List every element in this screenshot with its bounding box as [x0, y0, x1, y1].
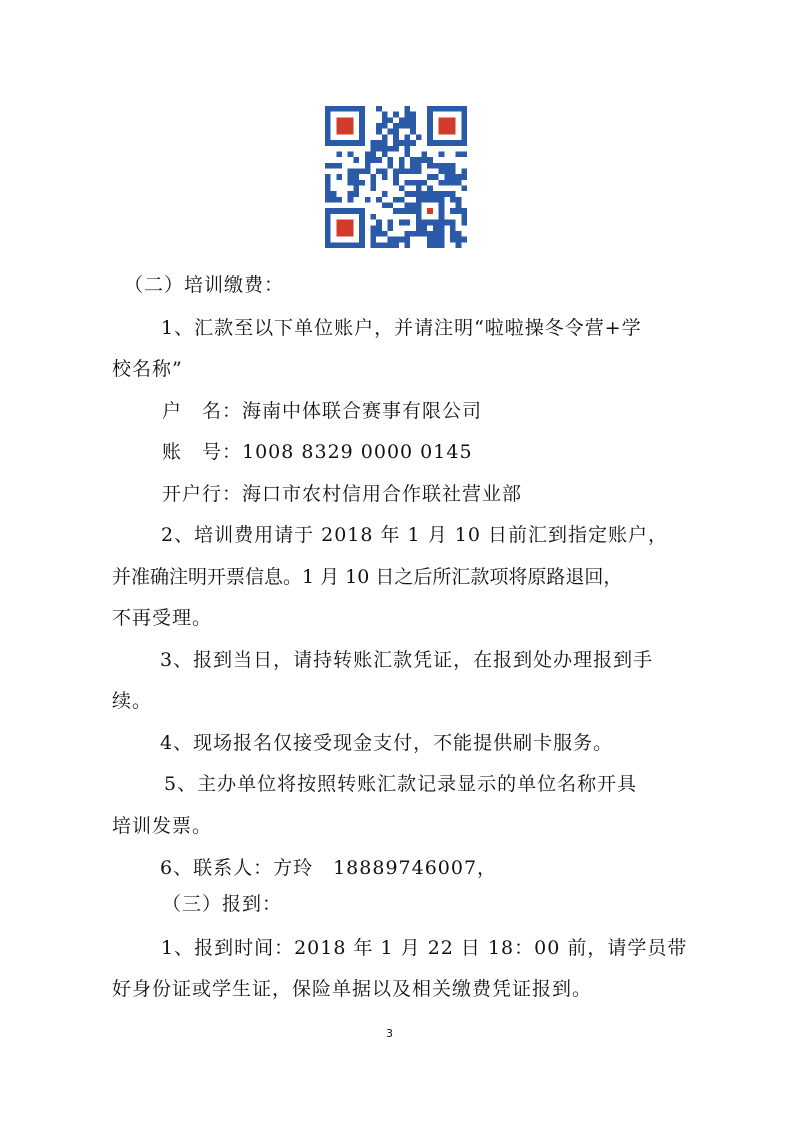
- qr-code-icon: [324, 106, 468, 248]
- item-2-line-1: 2、培训费用请于 2018 年 1 月 10 日前汇到指定账户，: [161, 524, 668, 546]
- qr-module: [405, 117, 411, 123]
- qr-module: [353, 157, 359, 163]
- qr-alignment: [416, 197, 444, 225]
- qr-module: [387, 129, 393, 135]
- qr-module: [399, 186, 405, 192]
- qr-module: [376, 168, 382, 174]
- qr-module: [422, 180, 428, 186]
- qr-module: [439, 168, 445, 174]
- item-3-line-1: 3、报到当日，请持转账汇款凭证，在报到处办理报到手: [160, 649, 654, 671]
- qr-module: [410, 163, 416, 169]
- qr-module: [382, 174, 388, 180]
- qr-module: [450, 174, 456, 180]
- qr-module: [336, 163, 342, 169]
- qr-module: [376, 242, 382, 248]
- qr-module: [365, 157, 371, 163]
- item-4: 4、现场报名仅接受现金支付，不能提供刷卡服务。: [160, 732, 614, 754]
- qr-module: [336, 174, 342, 180]
- qr-module: [416, 225, 422, 231]
- qr-module: [461, 186, 467, 192]
- qr-module: [376, 157, 382, 163]
- qr-module: [399, 163, 405, 169]
- qr-module: [405, 151, 411, 157]
- qr-module: [433, 242, 439, 248]
- item-5-line-1: 5、主办单位将按照转账汇款记录显示的单位名称开具: [164, 773, 638, 795]
- qr-module: [387, 225, 393, 231]
- qr-module: [382, 134, 388, 140]
- qr-module: [370, 174, 376, 180]
- qr-finder-top-right: [427, 106, 467, 146]
- qr-module: [456, 180, 462, 186]
- qr-module: [353, 180, 359, 186]
- qr-module: [439, 231, 445, 237]
- qr-module: [370, 237, 376, 243]
- qr-module: [405, 237, 411, 243]
- qr-module: [410, 203, 416, 209]
- qr-module: [450, 237, 456, 243]
- qr-module: [376, 146, 382, 152]
- qr-module: [382, 117, 388, 123]
- section-3-item-1-line-2: 好身份证或学生证，保险单据以及相关缴费凭证报到。: [112, 978, 593, 1000]
- qr-module: [456, 231, 462, 237]
- qr-module: [382, 112, 388, 118]
- qr-module: [399, 208, 405, 214]
- qr-module: [450, 168, 456, 174]
- qr-module: [382, 242, 388, 248]
- qr-module: [461, 168, 467, 174]
- qr-module: [370, 157, 376, 163]
- qr-module: [387, 203, 393, 209]
- qr-module: [336, 197, 342, 203]
- qr-module: [376, 197, 382, 203]
- qr-module: [444, 168, 450, 174]
- qr-module: [450, 225, 456, 231]
- qr-module: [427, 186, 433, 192]
- qr-module: [439, 191, 445, 197]
- item-2-line-3: 不再受理。: [112, 607, 213, 629]
- qr-module: [393, 129, 399, 135]
- qr-module: [422, 151, 428, 157]
- qr-module: [410, 191, 416, 197]
- qr-module: [382, 140, 388, 146]
- qr-module: [405, 220, 411, 226]
- qr-module: [370, 140, 376, 146]
- qr-module: [387, 242, 393, 248]
- qr-module: [382, 151, 388, 157]
- item-5-line-2: 培训发票。: [112, 815, 213, 837]
- qr-module: [410, 117, 416, 123]
- qr-module: [331, 163, 337, 169]
- qr-module: [405, 203, 411, 209]
- qr-module: [456, 242, 462, 248]
- qr-module: [376, 129, 382, 135]
- qr-module: [387, 237, 393, 243]
- qr-module: [444, 163, 450, 169]
- qr-module: [410, 123, 416, 129]
- qr-module: [376, 220, 382, 226]
- qr-module: [376, 106, 382, 112]
- section-2-heading: （二）培训缴费：: [124, 274, 285, 296]
- qr-module: [393, 180, 399, 186]
- qr-module: [450, 208, 456, 214]
- qr-module: [393, 112, 399, 118]
- qr-module: [450, 220, 456, 226]
- qr-module: [427, 163, 433, 169]
- qr-module: [456, 208, 462, 214]
- item-1-line-2: 校名称”: [112, 358, 183, 380]
- qr-module: [422, 191, 428, 197]
- qr-module: [382, 191, 388, 197]
- qr-module: [461, 214, 467, 220]
- qr-module: [353, 174, 359, 180]
- qr-module: [405, 208, 411, 214]
- account-name: 户 名：海南中体联合赛事有限公司: [162, 400, 483, 422]
- section-3-heading: （三）报到：: [162, 893, 283, 915]
- qr-module: [405, 134, 411, 140]
- qr-module: [325, 197, 331, 203]
- qr-module: [382, 168, 388, 174]
- item-2-line-2: 并准确注明开票信息。1 月 10 日之后所汇款项将原路退回，: [112, 566, 623, 588]
- qr-module: [387, 117, 393, 123]
- qr-module: [410, 112, 416, 118]
- qr-finder-top-left: [325, 106, 365, 146]
- qr-module: [399, 197, 405, 203]
- qr-module: [359, 168, 365, 174]
- qr-module: [427, 191, 433, 197]
- qr-module: [331, 197, 337, 203]
- qr-module: [365, 197, 371, 203]
- qr-module: [405, 106, 411, 112]
- qr-module: [416, 134, 422, 140]
- page-number: 3: [386, 1027, 393, 1040]
- qr-module: [365, 163, 371, 169]
- qr-module: [399, 237, 405, 243]
- qr-module: [450, 163, 456, 169]
- qr-module: [393, 168, 399, 174]
- qr-module: [399, 117, 405, 123]
- qr-module: [365, 168, 371, 174]
- qr-module: [439, 180, 445, 186]
- qr-module: [393, 140, 399, 146]
- qr-module: [399, 140, 405, 146]
- qr-module: [410, 231, 416, 237]
- qr-module: [456, 197, 462, 203]
- qr-module: [410, 129, 416, 135]
- qr-module: [422, 225, 428, 231]
- qr-module: [325, 186, 331, 192]
- qr-module: [393, 134, 399, 140]
- qr-module: [461, 151, 467, 157]
- qr-module: [450, 191, 456, 197]
- qr-module: [433, 163, 439, 169]
- qr-module: [405, 140, 411, 146]
- qr-module: [433, 225, 439, 231]
- qr-module: [456, 174, 462, 180]
- qr-module: [382, 231, 388, 237]
- qr-module: [405, 146, 411, 152]
- qr-module: [376, 225, 382, 231]
- qr-module: [461, 208, 467, 214]
- qr-module: [370, 180, 376, 186]
- qr-module: [399, 123, 405, 129]
- qr-module: [416, 168, 422, 174]
- qr-module: [348, 197, 354, 203]
- qr-module: [353, 191, 359, 197]
- qr-module: [405, 231, 411, 237]
- qr-module: [416, 191, 422, 197]
- qr-module: [382, 123, 388, 129]
- qr-module: [348, 180, 354, 186]
- qr-module: [433, 231, 439, 237]
- qr-module: [410, 140, 416, 146]
- qr-module: [393, 197, 399, 203]
- qr-module: [410, 208, 416, 214]
- qr-module: [370, 151, 376, 157]
- qr-module: [416, 163, 422, 169]
- qr-module: [353, 168, 359, 174]
- qr-module: [382, 146, 388, 152]
- qr-module: [444, 180, 450, 186]
- qr-module: [387, 157, 393, 163]
- qr-module: [456, 151, 462, 157]
- qr-module: [393, 242, 399, 248]
- qr-module: [427, 237, 433, 243]
- qr-module: [331, 191, 337, 197]
- qr-module: [422, 231, 428, 237]
- account-number: 账 号：1008 8329 0000 0145: [162, 441, 473, 463]
- qr-module: [456, 237, 462, 243]
- qr-module: [387, 146, 393, 152]
- qr-module: [405, 168, 411, 174]
- qr-module: [405, 123, 411, 129]
- qr-module: [439, 225, 445, 231]
- qr-module: [336, 151, 342, 157]
- qr-module: [325, 163, 331, 169]
- qr-module: [461, 237, 467, 243]
- qr-module: [410, 168, 416, 174]
- qr-module: [348, 191, 354, 197]
- qr-module: [348, 151, 354, 157]
- qr-module: [376, 123, 382, 129]
- qr-module: [399, 168, 405, 174]
- qr-module: [444, 174, 450, 180]
- qr-module: [359, 180, 365, 186]
- qr-module: [450, 231, 456, 237]
- qr-module: [325, 191, 331, 197]
- qr-module: [387, 220, 393, 226]
- qr-module: [393, 123, 399, 129]
- qr-module: [410, 157, 416, 163]
- qr-module: [405, 112, 411, 118]
- qr-module: [376, 231, 382, 237]
- item-3-line-2: 续。: [112, 690, 153, 712]
- item-1-line-1: 1、汇款至以下单位账户，并请注明“啦啦操冬令营+学: [161, 317, 642, 339]
- qr-module: [393, 208, 399, 214]
- qr-module: [416, 180, 422, 186]
- qr-module: [450, 197, 456, 203]
- qr-module: [370, 231, 376, 237]
- qr-module: [393, 237, 399, 243]
- qr-module: [461, 220, 467, 226]
- qr-module: [325, 180, 331, 186]
- qr-module: [427, 231, 433, 237]
- qr-finder-bottom-left: [325, 208, 365, 248]
- qr-module: [433, 191, 439, 197]
- bank-name: 开户行：海口市农村信用合作联社营业部: [162, 483, 523, 505]
- qr-module: [348, 168, 354, 174]
- qr-module: [439, 151, 445, 157]
- qr-module: [393, 174, 399, 180]
- qr-module: [393, 146, 399, 152]
- qr-module: [370, 214, 376, 220]
- qr-module: [427, 157, 433, 163]
- qr-module: [416, 186, 422, 192]
- qr-module: [370, 225, 376, 231]
- qr-module: [439, 163, 445, 169]
- qr-module: [370, 242, 376, 248]
- qr-module: [405, 191, 411, 197]
- section-3-item-1-line-1: 1、报到时间：2018 年 1 月 22 日 18：00 前，请学员带: [161, 937, 688, 959]
- qr-module: [427, 242, 433, 248]
- qr-module: [433, 237, 439, 243]
- qr-module: [439, 242, 445, 248]
- qr-module: [387, 163, 393, 169]
- qr-module: [416, 157, 422, 163]
- qr-module: [444, 220, 450, 226]
- qr-module: [410, 180, 416, 186]
- qr-module: [422, 157, 428, 163]
- qr-module: [370, 186, 376, 192]
- qr-module: [461, 174, 467, 180]
- qr-module: [427, 174, 433, 180]
- qr-module: [399, 220, 405, 226]
- qr-module: [456, 203, 462, 209]
- qr-module: [433, 174, 439, 180]
- qr-module: [348, 174, 354, 180]
- qr-module: [353, 186, 359, 192]
- qr-module: [450, 180, 456, 186]
- qr-module: [444, 191, 450, 197]
- qr-module: [439, 237, 445, 243]
- qr-module: [365, 151, 371, 157]
- qr-module: [416, 231, 422, 237]
- qr-module: [405, 242, 411, 248]
- qr-module: [370, 146, 376, 152]
- qr-module: [399, 157, 405, 163]
- qr-module: [382, 203, 388, 209]
- qr-module: [405, 180, 411, 186]
- qr-module: [376, 140, 382, 146]
- item-6-contact: 6、联系人：方玲 18889746007，: [160, 857, 498, 879]
- qr-module: [325, 174, 331, 180]
